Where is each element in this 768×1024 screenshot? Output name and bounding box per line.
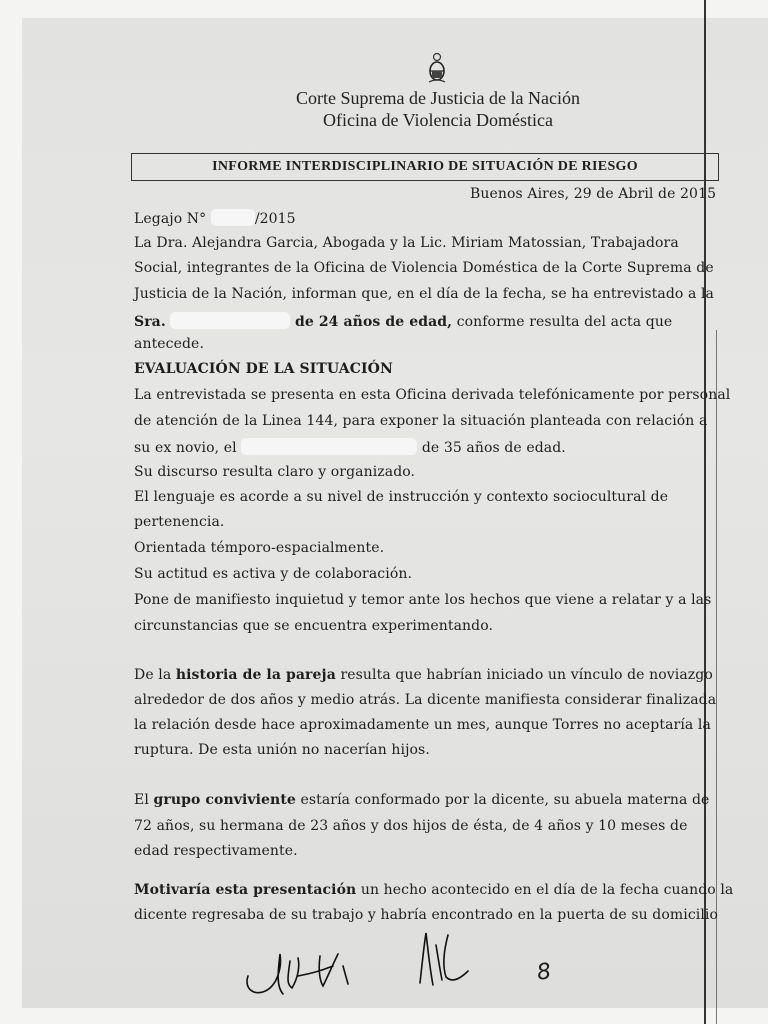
- coat-of-arms-icon: [426, 52, 448, 86]
- intro-age: de 24 años de edad,: [294, 314, 453, 330]
- legajo-suffix: /2015: [254, 211, 296, 227]
- eval-line-4: Su discurso resulta claro y organizado.: [134, 464, 416, 480]
- signature-center: [408, 925, 478, 995]
- document-date: Buenos Aires, 29 de Abril de 2015: [470, 186, 717, 202]
- eval-line-3: [134, 438, 566, 456]
- eval-line-9: Pone de manifiesto inquietud y temor ante los hechos que viene a relatar y a las: [134, 592, 712, 608]
- intro-line-1: La Dra. Alejandra Garcia, Abogada y la Lic. Miriam Matossian, Trabajadora: [134, 235, 679, 251]
- motivo-bold: Motivaría esta presentación: [134, 882, 357, 898]
- header-court-name: Corte Suprema de Justicia de la Nación: [296, 88, 580, 108]
- intro-line-3: Justicia de la Nación, informan que, en el día de la fecha, se ha entrevistado a la: [134, 286, 715, 302]
- header-office-name: Oficina de Violencia Doméstica: [322, 110, 553, 130]
- historia-line-4: ruptura. De esta unión no nacerían hijos.: [134, 742, 430, 758]
- intro-line-5: antecede.: [134, 336, 204, 352]
- eval-line-10: circunstancias que se encuentra experimentando.: [134, 618, 494, 634]
- historia-pre: De la: [134, 667, 176, 683]
- redaction-block: [211, 209, 255, 226]
- grupo-line-1: [134, 792, 709, 808]
- historia-line-3: la relación desde hace aproximadamente un mes, aunque Torres no aceptaría la: [134, 717, 711, 733]
- eval-line-1: La entrevistada se presenta en esta Oficina derivada telefónicamente por personal: [134, 387, 731, 403]
- redaction-block: [170, 312, 290, 329]
- grupo-line-2: 72 años, su hermana de 23 años y dos hijos de ésta, de 4 años y 10 meses de: [134, 818, 688, 834]
- historia-line-2: alrededor de dos años y medio atrás. La dicente manifiesta considerar finalizada: [134, 692, 717, 708]
- motivo-line-1-rest: un hecho acontecido en el día de la fecha cuando la: [356, 882, 734, 898]
- eval-line-3-end: de 35 años de edad.: [421, 440, 566, 456]
- grupo-bold: grupo conviviente: [153, 792, 296, 808]
- historia-bold: historia de la pareja: [175, 667, 336, 683]
- motivo-line-2: dicente regresaba de su trabajo y habría encontrado en la puerta de su domicilio: [134, 907, 719, 923]
- historia-line-1: [134, 667, 713, 683]
- eval-line-6: pertenencia.: [134, 514, 225, 530]
- section-heading: EVALUACIÓN DE LA SITUACIÓN: [134, 361, 393, 377]
- signature-left: [238, 936, 358, 1006]
- eval-line-5: El lenguaje es acorde a su nivel de instrucción y contexto sociocultural de: [134, 489, 669, 505]
- legajo-prefix: Legajo N°: [134, 211, 207, 227]
- legajo-line: [134, 209, 296, 227]
- historia-line-1-rest: resulta que habrían iniciado un vínculo de noviazgo: [335, 667, 713, 683]
- intro-line-4-rest: conforme resulta del acta que: [452, 314, 673, 330]
- intro-sra-label: Sra.: [134, 314, 166, 330]
- eval-line-3-start: su ex novio, el: [134, 440, 237, 456]
- redaction-block: [241, 438, 417, 455]
- eval-line-8: Su actitud es activa y de colaboración.: [134, 566, 413, 582]
- page-number: 8: [535, 959, 553, 986]
- intro-line-4: [134, 312, 672, 330]
- grupo-pre: El: [134, 792, 154, 808]
- motivo-line-1: [134, 882, 733, 898]
- eval-line-7: Orientada témporo-espacialmente.: [134, 540, 385, 556]
- eval-line-2: de atención de la Linea 144, para exponer la situación planteada con relación a: [134, 413, 708, 429]
- grupo-line-1-rest: estaría conformado por la dicente, su abuela materna de: [295, 792, 710, 808]
- grupo-line-3: edad respectivamente.: [134, 843, 298, 859]
- intro-line-2: Social, integrantes de la Oficina de Violencia Doméstica de la Corte Suprema de: [134, 260, 714, 276]
- report-title-box: INFORME INTERDISCIPLINARIO DE SITUACIÓN DE RIESGO: [131, 153, 719, 181]
